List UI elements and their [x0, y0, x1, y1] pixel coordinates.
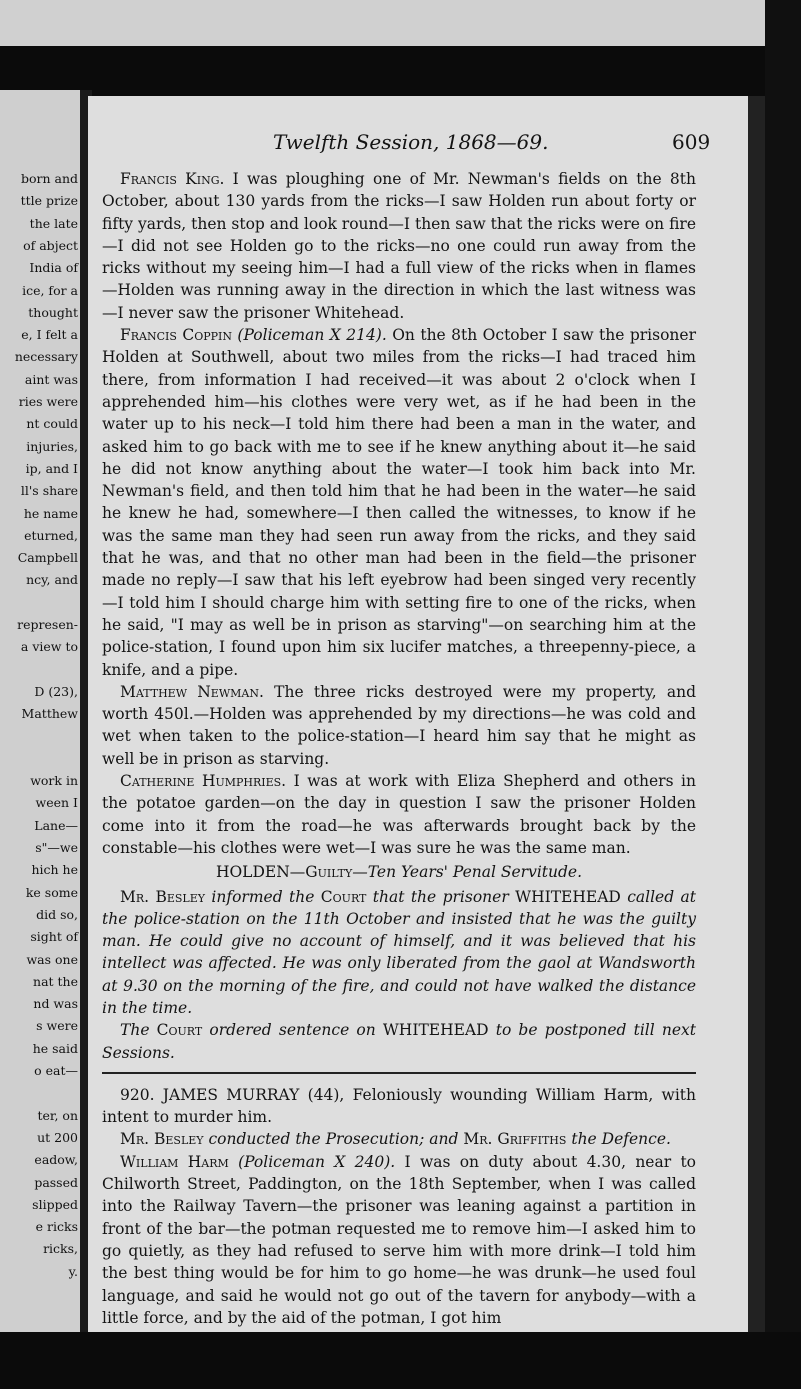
left-page-fragment: e, I felt a	[21, 327, 78, 343]
testimony-text: On the 8th October I saw the prisoner Holden at Southwell, about two miles from the ricks—I had traced him there, from information I had received—it was about 2 o'clock when I apprehended him—his clothes were very wet, as if he had been in the water up to his neck—I told him there had been a man in the water, and asked him to go back with me to see if he knew anything about it—he said he did not know anything about the water—I took him back into Mr. Newman's field, and then told him that he had been in the water—he said he knew he had, somewhere—I then called the witnesses, to know if he was the same man they had seen run away from the ricks, and they said that he was, and that no other man had been in the field—the prisoner made no reply—I saw that his left eyebrow had been singed very recently—I told him I should charge him with setting fire to one of the ricks, when he said, "I may as well be in prison as starving"—on searching him at the police-station, I found upon him six lucifer matches, a threepenny-piece, a knife, and a pipe.	[102, 326, 696, 679]
testimony-catherine-humphries	[102, 770, 696, 859]
counsel-name: Mr. Besley	[120, 887, 206, 906]
left-page-fragment: o eat—	[34, 1063, 78, 1078]
left-page-fragment: nd was	[33, 996, 78, 1012]
left-page-fragment: he said	[32, 1040, 78, 1056]
court-label: Court	[320, 887, 367, 906]
sentence: —Ten Years' Penal Servitude.	[352, 863, 583, 882]
right-dark-edge	[765, 0, 801, 1389]
left-page-fragment: ricks,	[43, 1241, 78, 1257]
testimony-text: I was ploughing one of Mr. Newman's fields on the 8th October, about 130 yards from the ricks—I saw Holden run about forty or fifty yards, then stop and look round—I then saw that the ricks were on fire—I did not see Holden go to the ricks—no one could run away from the ricks without my seeing him—I had a full view of the ricks when in flames—Holden was running away in the direction in which the last witness was—I never saw the prisoner Whitehead.	[102, 170, 697, 322]
left-page-edge	[0, 90, 82, 1335]
running-header	[88, 130, 711, 154]
left-page-fragment: passed	[34, 1174, 78, 1190]
counsel-text: conducted the Prosecution; and	[203, 1130, 464, 1149]
left-page-fragment: s were	[36, 1018, 78, 1034]
counsel-name: Mr. Besley	[120, 1130, 204, 1149]
counsel-line	[102, 1128, 696, 1150]
page-body	[102, 168, 696, 1329]
left-page-fragment: a view to	[20, 639, 78, 655]
left-page-fragment: India of	[29, 260, 78, 276]
left-page-fragment: nat the	[33, 973, 78, 989]
left-page-fragment: slipped	[32, 1196, 78, 1212]
case-heading: 920. JAMES MURRAY (44), Feloniously wounding William Harm, with intent to murder him.	[102, 1085, 696, 1127]
left-page-fragment: of abject	[23, 237, 78, 253]
counsel-text: the Defence.	[566, 1130, 671, 1149]
left-page-fragment: Matthew	[21, 706, 78, 722]
left-page-fragment: nt could	[26, 416, 78, 432]
bottom-dark-band	[0, 1332, 801, 1389]
left-page-fragment: did so,	[36, 906, 78, 922]
left-page-fragment: he name	[23, 505, 78, 521]
left-page-fragment: D (23),	[34, 683, 78, 699]
court-note-whitehead	[102, 886, 696, 1020]
testimony-text: The three ricks destroyed were my property, and worth 450l.—Holden was apprehended by my directions—he was cold and wet when taken to the police-station—I heard him say that he might as well be in prison as starving.	[102, 682, 696, 768]
left-page-fragment: the late	[29, 215, 78, 231]
left-page-fragment: aint was	[24, 371, 78, 387]
left-page-fragment: represen-	[17, 617, 78, 632]
witness-name: Catherine Humphries.	[120, 772, 287, 791]
testimony-francis-king	[102, 168, 696, 324]
counsel-name: Mr. Griffiths	[463, 1130, 567, 1149]
left-page-fragment: ter, on	[37, 1107, 78, 1123]
testimony-text: I was at work with Eliza Shepherd and others in the potatoe garden—on the day in question I saw the prisoner Holden come into it from the road—he was afterwards brought back by the constable—his clothes were wet—I was sure he was the same man.	[102, 772, 696, 857]
left-page-fragment: y.	[68, 1263, 78, 1279]
left-page-fragment: eturned,	[24, 527, 78, 543]
top-strip	[0, 0, 801, 46]
left-page-fragment: Lane—	[34, 817, 78, 833]
right-page	[88, 96, 748, 1334]
order-text: to be postponed till next Sessions.	[102, 1021, 696, 1062]
order-text: The	[120, 1021, 157, 1040]
witness-name: Matthew Newman.	[120, 682, 264, 701]
left-page-fragment: work in	[30, 773, 78, 789]
order-text: ordered sentence on	[202, 1021, 383, 1040]
left-page-fragment: s"—we	[35, 840, 78, 855]
left-page-fragment: e ricks	[35, 1219, 78, 1235]
testimony-william-harm	[102, 1151, 696, 1329]
left-page-fragment: necessary	[14, 349, 78, 365]
left-page-fragment: eadow,	[34, 1152, 78, 1168]
left-page-fragment: sight of	[30, 929, 78, 945]
testimony-text: I was on duty about 4.30, near to Chilworth Street, Paddington, on the 18th September, when I was called into the Railway Tavern—the prisoner was leaning against a partition in front of the bar—the potman requested me to remove him—I asked him to go quietly, as they had refused to serve him with more drink—I told him the best thing would be for him to go home—he was drunk—he used foul language, and said he would not go out of the tavern for anybody—with a little force, and by the aid of the potman, I got him	[102, 1152, 697, 1327]
note-text: that the prisoner	[366, 887, 516, 906]
verdict-line	[102, 861, 696, 883]
left-page-fragment: born and	[20, 171, 78, 186]
left-page-fragment: ut 200	[37, 1129, 78, 1145]
session-title: Twelfth Session, 1868—69.	[273, 130, 549, 154]
court-order	[102, 1019, 696, 1064]
left-page-fragment: ke some	[25, 884, 78, 900]
left-page-fragment: thought	[28, 304, 78, 320]
left-page-fragment: ries were	[18, 394, 78, 409]
prisoner-name: WHITEHEAD	[515, 887, 621, 906]
witness-name: William Harm	[120, 1152, 229, 1171]
left-page-fragment: was one	[26, 951, 78, 967]
court-label: Court	[156, 1021, 203, 1040]
witness-name: Francis King.	[120, 170, 225, 188]
left-page-fragment: injuries,	[26, 438, 78, 454]
defendant-name: HOLDEN—	[215, 863, 306, 882]
testimony-francis-coppin	[102, 324, 696, 681]
left-page-fragment: Campbell	[17, 550, 78, 566]
witness-role: (Policeman X 240).	[228, 1152, 396, 1171]
top-dark-band	[0, 46, 801, 96]
left-page-fragment: ice, for a	[22, 282, 78, 298]
witness-name: Francis Coppin	[120, 326, 232, 345]
left-page-fragment: ip, and I	[25, 460, 78, 476]
verdict: Guilty	[305, 863, 353, 882]
testimony-matthew-newman	[102, 681, 696, 770]
left-page-fragment: ll's share	[20, 483, 78, 499]
page-number: 609	[672, 130, 711, 154]
left-page-fragment: hich he	[31, 862, 78, 878]
note-text: called at the police-station on the 11th October and insisted that he was the guilty man. He could give no account of himself, and it was believed that his intellect was affected. He was only liberated from the gaol at Wandsworth at 9.30 on the morning of the fire, and could not have walked the distance in the time.	[102, 887, 697, 1017]
left-page-fragment: ncy, and	[26, 572, 78, 588]
left-page-fragment: ttle prize	[20, 193, 78, 209]
note-text: informed the	[205, 887, 321, 906]
prisoner-name: WHITEHEAD	[382, 1021, 489, 1040]
section-divider	[102, 1072, 696, 1074]
witness-role: (Policeman X 214).	[232, 326, 387, 345]
left-page-fragment: ween I	[35, 795, 78, 811]
